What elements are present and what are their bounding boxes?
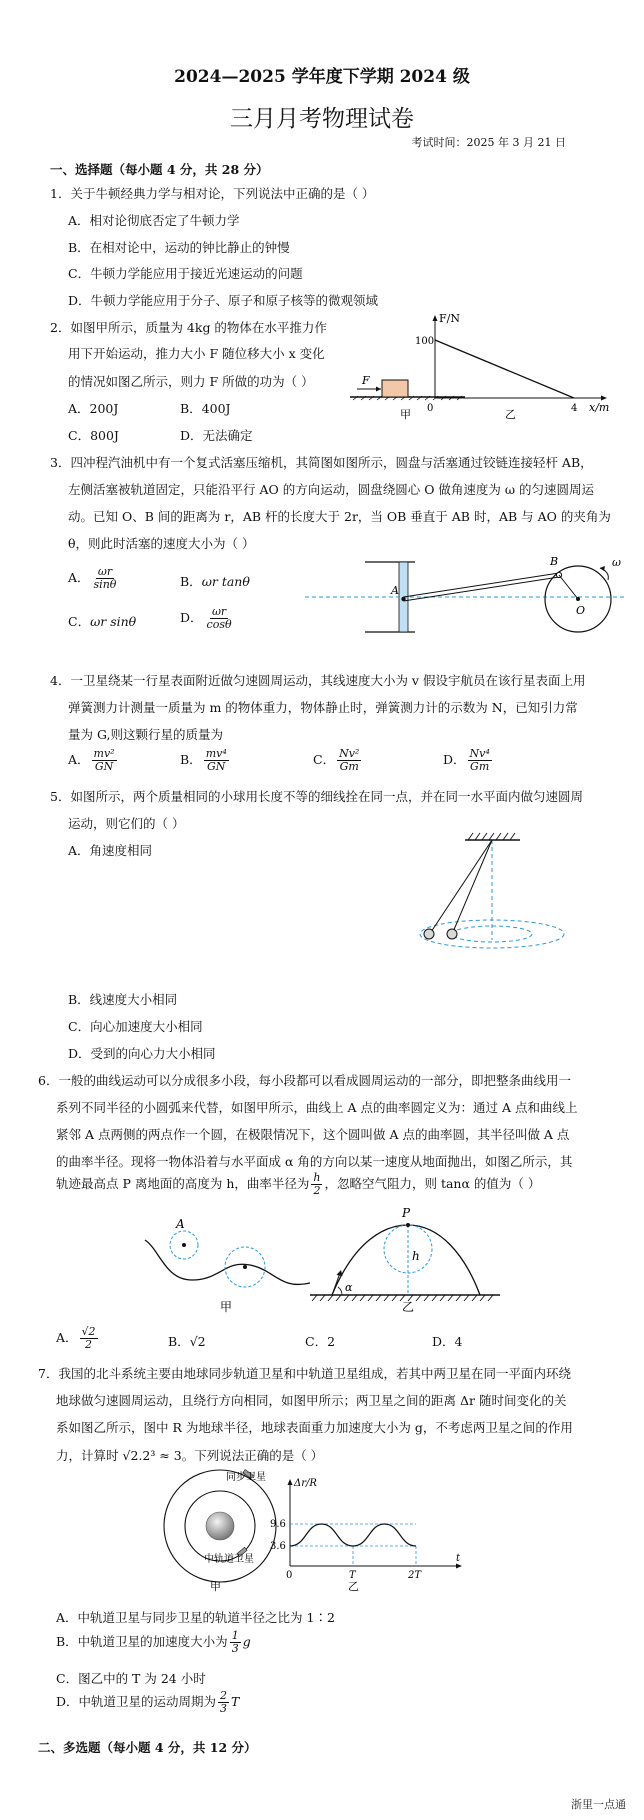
q2-line-1: 2．如图甲所示，质量为 4kg 的物体在水平推力作 [50, 320, 327, 335]
q6-line-3: 紧邻 A 点两侧的两点作一个圆，在极限情况下，这个圆叫做 A 点的曲率圆，其半径叫做 A 点 [56, 1127, 570, 1142]
q7-fig-origin: 0 [286, 1570, 293, 1581]
q2-option-a: A．200J [68, 401, 119, 416]
q1-option-a: A．相对论彻底否定了牛顿力学 [68, 213, 240, 228]
q7-fig-sync-label: 同步卫星 [226, 1472, 266, 1483]
q2-option-d: D．无法确定 [180, 428, 253, 443]
q3-line-4: θ，则此时活塞的速度大小为（ ） [68, 536, 255, 551]
q2-option-b: B．400J [180, 401, 231, 416]
q3-option-d: D． $\frac{\omega r}{\cos\theta}$ [180, 605, 232, 632]
q2-line-2: 用下开始运动，推力大小 F 随位移大小 x 变化 [68, 346, 325, 361]
q6-fig-a-label: A [176, 1217, 185, 1231]
exam-time: 考试时间：2025 年 3 月 21 日 [411, 136, 566, 149]
q6-fig-p-label: P [402, 1206, 411, 1220]
q3-fig-omega-label: ω [612, 556, 621, 569]
q3-fig-o-label: O [576, 604, 586, 617]
q7-fig-2t-label: 2T [408, 1570, 422, 1581]
q6-option-c: C．2 [305, 1334, 336, 1349]
q7-line-4: 力，计算时 √2.2³ ≈ 3。下列说法正确的是（ ） [56, 1448, 324, 1463]
q2-fig-tick-y: 100 [415, 336, 435, 347]
q4-line-2: 弹簧测力计测量一质量为 m 的物体重力，物体静止时，弹簧测力计的示数为 N，已知引力常 [68, 700, 578, 715]
q1-option-c: C．牛顿力学能应用于接近光速运动的问题 [68, 266, 303, 281]
q2-line-3: 的情况如图乙所示，则力 F 所做的功为（ ） [68, 374, 314, 389]
q1-stem: 1．关于牛顿经典力学与相对论，下列说法中正确的是（ ） [50, 186, 375, 201]
q2-option-c: C．800J [68, 428, 119, 443]
q3-line-2: 左侧活塞被轨道固定，只能沿平行 AO 的方向运动，圆盘绕圆心 O 做角速度为 ω 的匀速圆周运 [68, 482, 595, 497]
q7-fig-mid-label: 中轨道卫星 [204, 1554, 254, 1565]
q7-figure [160, 1468, 470, 1593]
q1-option-d: D．牛顿力学能应用于分子、原子和原子核等的微观领域 [68, 293, 379, 308]
q3-figure [300, 550, 630, 655]
section-2-title: 二、多选题（每小题 4 分，共 12 分） [38, 1740, 257, 1755]
q6-option-a: A． $\frac{√2}{2}$ [56, 1325, 96, 1352]
q5-option-d: D．受到的向心力大小相同 [68, 1046, 216, 1061]
q4-option-d: D． $\frac{\text{Nv⁴}}{Gm}$ [443, 747, 490, 774]
q3-option-a: A． $\frac{\omega r}{\sin\theta}$ [68, 565, 117, 592]
q2-figure [345, 312, 625, 427]
q5-option-a: A．角速度相同 [68, 843, 153, 858]
q6-fig-h-label: h [412, 1249, 420, 1263]
q3-line-1: 3．四冲程汽油机中有一个复式活塞压缩机，其简图如图所示，圆盘与活塞通过铰链连接轻杆 AB， [50, 455, 593, 470]
q4-line-1: 4．一卫星绕某一行星表面附近做匀速圆周运动，其线速度大小为 v 假设宇航员在该行星表面上用 [50, 673, 586, 688]
q6-line-4: 的曲率半径。现将一物体沿着与水平面成 α 角的方向以某一速度从地面抛出，如图乙所示，其 [56, 1154, 573, 1169]
q2-fig-caption-a: 甲 [400, 408, 411, 421]
q2-fig-f-label: F [362, 374, 370, 387]
exam-subtitle: 三月月考物理试卷 [230, 106, 414, 132]
q7-fig-t-label: T [349, 1570, 356, 1581]
q5-figure [410, 828, 595, 968]
q4-option-b: B． $\frac{\text{mv⁴}}{GN}$ [180, 747, 227, 774]
q5-line-2: 运动，则它们的（ ） [68, 816, 185, 831]
q7-line-2: 地球做匀速圆周运动，且绕行方向相同，如图甲所示；两卫星之间的距离 Δr 随时间变化的关 [56, 1393, 567, 1408]
q4-option-a: A． $\frac{\text{mv²}}{GN}$ [68, 747, 115, 774]
q3-option-b: B．ωr tanθ [180, 574, 250, 589]
q2-fig-axis-x: x/m [589, 401, 610, 414]
q1-option-b: B．在相对论中，运动的钟比静止的钟慢 [68, 240, 290, 255]
q7-fig-caption-b: 乙 [348, 1580, 359, 1593]
q5-option-b: B．线速度大小相同 [68, 992, 178, 1007]
q2-fig-axis-y: F/N [439, 312, 460, 325]
exam-title: 2024—2025 学年度下学期 2024 级 [174, 67, 470, 87]
q7-fig-axis-y: Δr/R [294, 1478, 317, 1489]
q7-fig-value-high: 9.6 [270, 1519, 286, 1530]
q6-fig-alpha-label: α [345, 1281, 353, 1294]
q7-fig-axis-x: t [456, 1553, 461, 1564]
q5-line-1: 5．如图所示，两个质量相同的小球用长度不等的细线拴在同一点，并在同一水平面内做匀速圆周 [50, 789, 583, 804]
footer-watermark: 浙里一点通 [571, 1798, 626, 1811]
q6-option-b: B．√2 [168, 1334, 206, 1349]
q7-line-3: 系如图乙所示，图中 R 为地球半径，地球表面重力加速度大小为 g，不考虑两卫星之间的作用 [56, 1420, 573, 1435]
section-1-title: 一、选择题（每小题 4 分，共 28 分） [50, 162, 269, 177]
q7-line-1: 7．我国的北斗系统主要由地球同步轨道卫星和中轨道卫星组成，若其中两卫星在同一平面内环绕 [38, 1366, 571, 1381]
q7-option-d: D．中轨道卫星的运动周期为 $\frac{2}{3}$ T [56, 1689, 240, 1716]
q6-fig-caption-a: 甲 [220, 1300, 233, 1314]
q6-option-d: D．4 [432, 1334, 463, 1349]
q3-fig-b-label: B [550, 555, 559, 568]
q4-line-3: 量为 G,则这颗行星的质量为 [68, 727, 223, 742]
q3-fig-a-label: A [391, 584, 399, 597]
q5-option-c: C．向心加速度大小相同 [68, 1019, 203, 1034]
q7-option-c: C．图乙中的 T 为 24 小时 [56, 1671, 206, 1686]
q3-option-c: C．ωr sinθ [68, 614, 137, 629]
q7-option-b: B．中轨道卫星的加速度大小为 $\frac{1}{3}$ g [56, 1629, 251, 1656]
q4-option-c: C． $\frac{\text{Nv²}}{Gm}$ [313, 747, 360, 774]
q7-fig-caption-a: 甲 [210, 1580, 221, 1593]
q3-line-3: 动。已知 O、B 间的距离为 r，AB 杆的长度大于 2r，当 OB 垂直于 AB 时，AB 与 AO 的夹角为 [68, 509, 611, 524]
q6-line-5: 轨迹最高点 P 离地面的高度为 h，曲率半径为 $\frac{h}{2}$ ，忽略空气阻力，则 tanα 的值为（ ） [56, 1171, 541, 1198]
q2-fig-caption-b: 乙 [505, 408, 516, 421]
q6-fig-caption-b: 乙 [402, 1300, 415, 1314]
q6-line-2: 系列不同半径的小圆弧来代替，如图甲所示，曲线上 A 点的曲率圆定义为：通过 A 点和曲线上 [56, 1100, 578, 1115]
q7-option-a: A．中轨道卫星与同步卫星的轨道半径之比为 1∶2 [56, 1610, 335, 1625]
q6-figure [140, 1205, 500, 1320]
q2-fig-tick-x: 4 [571, 403, 578, 414]
q6-line-1: 6．一般的曲线运动可以分成很多小段，每小段都可以看成圆周运动的一部分，即把整条曲线用一 [38, 1073, 571, 1088]
q2-fig-origin: 0 [427, 403, 434, 414]
q7-fig-value-low: 3.6 [270, 1541, 286, 1552]
